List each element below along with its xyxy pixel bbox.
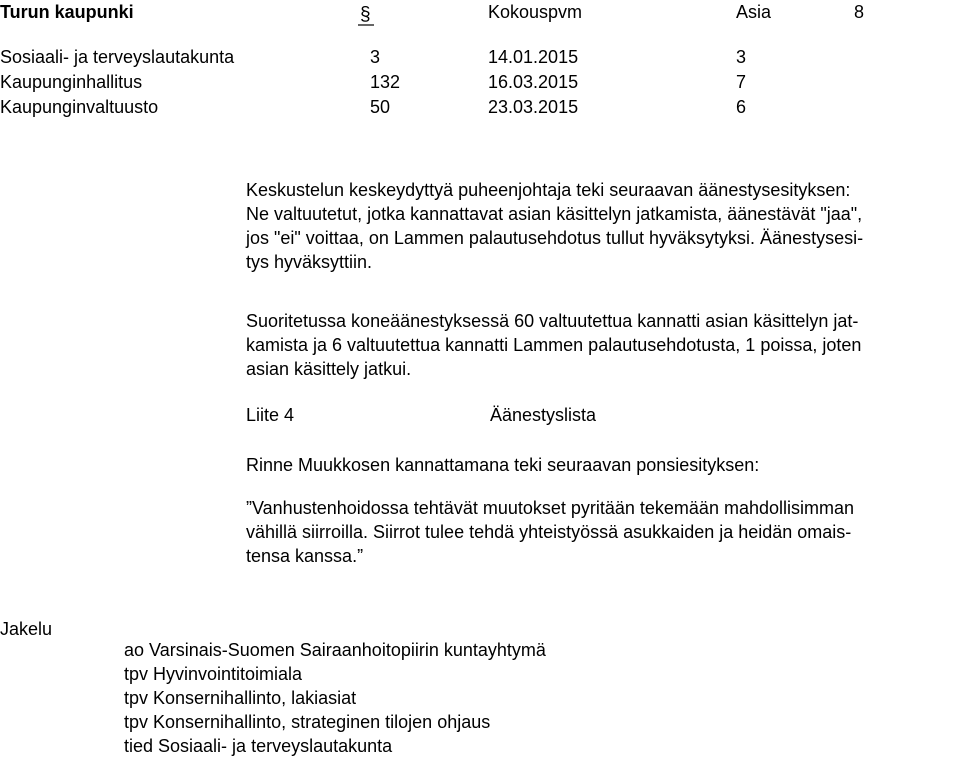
list-item: tpv Konsernihallinto, lakiasiat <box>124 688 357 708</box>
meeting-section: 3 <box>370 47 381 67</box>
organization-name: Turun kaupunki <box>0 2 134 22</box>
voting-proposal-paragraph <box>246 178 946 274</box>
text-line: tys hyväksyttiin. <box>246 252 373 272</box>
meeting-body: Sosiaali- ja terveyslautakunta <box>0 47 235 67</box>
text-line: vähillä siirroilla. Siirrot tulee tehdä yhteistyössä asukkaiden ja heidän omais- <box>246 522 852 542</box>
meeting-date: 14.01.2015 <box>488 47 579 67</box>
meeting-body: Kaupunginvaltuusto <box>0 97 159 117</box>
attachment-label: Liite 4 <box>246 405 295 425</box>
distribution-label: Jakelu <box>0 619 53 639</box>
meeting-date: 23.03.2015 <box>488 97 579 117</box>
meeting-item: 6 <box>736 97 747 117</box>
meeting-section: 50 <box>370 97 391 117</box>
text-line: asian käsittely jatkui. <box>246 359 412 379</box>
motion-intro: Rinne Muukkosen kannattamana teki seuraavan ponsiesityksen: <box>246 455 760 475</box>
text-line: jos "ei" voittaa, on Lammen palautusehdotus tullut hyväksytyksi. Äänestysesi- <box>246 228 864 248</box>
meeting-item: 7 <box>736 72 747 92</box>
distribution-list <box>124 638 824 758</box>
meeting-item: 3 <box>736 47 747 67</box>
item-label: Asia <box>736 2 772 22</box>
text-line: tensa kanssa.” <box>246 546 364 566</box>
meeting-section: 132 <box>370 72 401 92</box>
text-line: Suoritetussa koneäänestyksessä 60 valtuutettua kannatti asian käsittelyn jat- <box>246 311 859 331</box>
list-item: tpv Konsernihallinto, strateginen tilojen ohjaus <box>124 712 491 732</box>
text-line: Ne valtuutetut, jotka kannattavat asian käsittelyn jatkamista, äänestävät "jaa", <box>246 204 863 224</box>
motion-quote <box>246 496 946 568</box>
list-item: ao Varsinais-Suomen Sairaanhoitopiirin kuntayhtymä <box>124 640 546 660</box>
meeting-date-label: Kokouspvm <box>488 2 583 22</box>
voting-result-paragraph <box>246 309 946 381</box>
text-line: ”Vanhustenhoidossa tehtävät muutokset pyritään tekemään mahdollisimman <box>246 498 855 518</box>
page-number: 8 <box>854 2 865 22</box>
text-line: kamista ja 6 valtuutettua kannatti Lammen palautusehdotusta, 1 poissa, joten <box>246 335 862 355</box>
svg-text:§: § <box>360 4 371 25</box>
section-sign-icon <box>358 3 374 27</box>
list-item: tpv Hyvinvointitoimiala <box>124 664 303 684</box>
meeting-body: Kaupunginhallitus <box>0 72 143 92</box>
attachment-title: Äänestyslista <box>490 405 597 425</box>
meeting-date: 16.03.2015 <box>488 72 579 92</box>
list-item: tied Sosiaali- ja terveyslautakunta <box>124 736 393 756</box>
text-line: Keskustelun keskeydyttyä puheenjohtaja teki seuraavan äänestysesityksen: <box>246 180 851 200</box>
